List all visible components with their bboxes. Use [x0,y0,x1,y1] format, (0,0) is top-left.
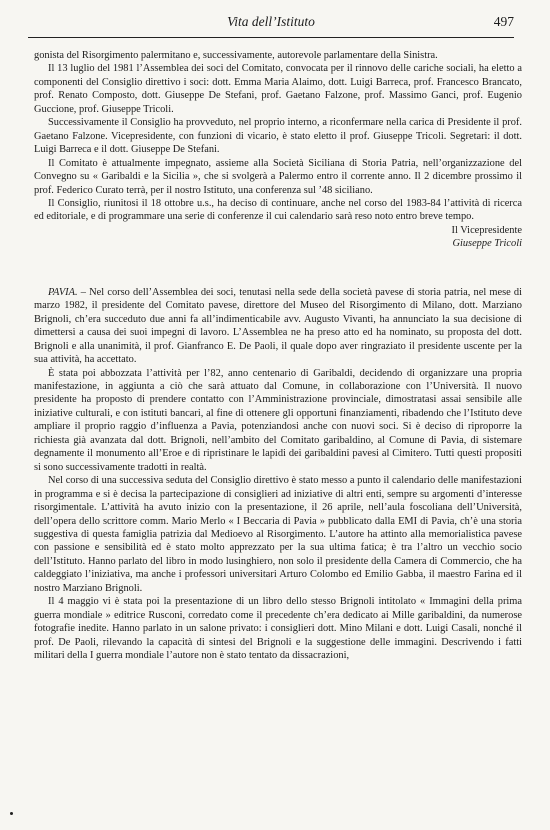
body-text [34,49,522,662]
paragraph: Nel corso di una successiva seduta del Consiglio direttivo è stato messo a punto il calendario delle manifestazioni in programma e si è decisa la partecipazione di consiglieri ad iniziative di altri enti, sempre su argomenti d’interesse risorgimentale. L’attività ha avuto inizio con la presentazione, il 26 aprile, nell’aula foscoliana dell’Università, dell’opera dello scrittore comm. Mario Merlo « I Beccaria di Pavia » pubblicato dalla EMI di Pavia, ch’è una storia suggestiva di questa famiglia patrizia dal Medioevo al Risorgimento. L’autore ha attinto alla memorialistica pavese con passione e sensibilità ed è stato molto apprezzato per la sua ultima fatica; è tra l’altro un vecchio socio dell’Istituto. Hanno parlato del libro in modo lusinghiero, non solo il presidente della Camera di Commercio, che ha caldeggiato l’iniziativa, ma anche i professori universitari Arturo Colombo ed Emilio Gabba, il maestro Farina ed il nostro Marziano Brignoli. [34,475,522,594]
running-title: Vita dell’Istituto [227,14,315,29]
paragraph: Il 13 luglio del 1981 l’Assemblea dei soci del Comitato, convocata per il rinnovo delle cariche sociali, ha eletto a componenti del Consiglio direttivo i soci: dott. Emma Maria Alaimo, dott. Luigi Barreca, prof. Francesco Brancato, prof. Renato Composto, dott. Giuseppe De Stefani, prof. Gaetano Falzone, prof. Massimo Ganci, prof. Eugenio Guccione, prof. Giuseppe Tricoli. [34,63,522,115]
paragraph: Il Consiglio, riunitosi il 18 ottobre u.s., ha deciso di continuare, anche nel corso del 1983-84 l’attività di ricerca ed editoriale, e di programmare una serie di conferenze il cui calendario sarà reso noto entro breve tempo. [34,197,522,223]
signature-title: Il Vicepresidente [451,224,522,236]
paragraph [34,286,522,367]
page-number: 497 [493,14,514,29]
section-city-heading: PAVIA. [48,286,78,298]
section-gap [34,251,522,286]
paragraph: È stata poi abbozzata l’attività per l’82, anno centenario di Garibaldi, decidendo di organizzare una propria manifestazione, in aggiunta a ciò che sarà attuato dal Comune, in collaborazione con l’Università. Il nuovo presidente ha proposto di prendere contatto con l’Amministrazione provinciale, dimostratasi assai sensibile alle iniziative culturali, e con istituti bancari, al fine di ottenere gli opportuni finanziamenti, ribadendo che l’Istituto deve ampliare il proprio raggio d’influenza a Pavia, potenziandosi anche con nuovi soci. Si è deciso di riproporre la richiesta già avanzata dal dott. Brignoli, nell’ambito del Comitato garibaldino, al Comune di Pavia, di sistemare degnamente il monumento all’Eroe e di ripristinare le lapidi dei garibaldini pavesi al Cimitero. Tutti questi propositi si sono successivamente tradotti in realtà. [34,367,522,473]
signature-name: Giuseppe Tricoli [452,238,522,250]
paragraph: Successivamente il Consiglio ha provveduto, nel proprio interno, a riconfermare nella carica di Presidente il prof. Gaetano Falzone. Vicepresidente, con funzioni di vicario, è stato eletto il prof. Giuseppe Tricoli. Segretari: il dott. Luigi Barreca e il dott. Giuseppe De Stefani. [34,117,522,156]
page-header [28,14,514,34]
paragraph: gonista del Risorgimento palermitano e, successivamente, autorevole parlamentare della Sinistra. [34,50,438,61]
margin-mark [10,812,13,815]
signature-block [34,224,522,251]
header-rule [28,37,514,38]
paragraph: Il Comitato è attualmente impegnato, assieme alla Società Siciliana di Storia Patria, nell’organizzazione del Convegno su « Garibaldi e la Sicilia », che si svolgerà a Palermo entro il corrente anno. Il 2 dicembre prossimo il prof. Federico Curato terrà, per il nostro Istituto, una conferenza sul ’48 siciliano. [34,157,522,196]
paragraph-text: – Nel corso dell’Assemblea dei soci, tenutasi nella sede della società pavese di storia patria, nel mese di marzo 1982, il presidente del Comitato pavese, direttore del Museo del Risorgimento di Milano, dott. Marziano Brignoli, ch’era succeduto due anni fa all’indimenticabile avv. Augusto Vivanti, ha annunciato la sua decisione di dimettersi a causa dei suoi impegni di lavoro. L’Assemblea ne ha preso atto ed ha nominato, su proposta del dott. Brignoli e alla unanimità, il prof. Gianfranco E. De Paoli, il quale dopo aver ringraziato il presidente uscente per la sua attività, ha accettato. [34,286,522,366]
paragraph: Il 4 maggio vi è stata poi la presentazione di un libro dello stesso Brignoli intitolato « Immagini della prima guerra mondiale » editrice Rusconi, corredato come il precedente ch’era dedicato ai Mille garibaldini, da numerose fotografie inedite. Hanno parlato in un salone privato: i consiglieri dott. Mino Milani e dott. Luigi Casali, nonché il prof. De Paoli, rilevando la capacità di sintesi del Brignoli e la suggestione delle immagini. Descrivendo i fatti militari della I guerra mondiale l’autore non è stato tentato da dissacrazioni, [34,596,522,662]
